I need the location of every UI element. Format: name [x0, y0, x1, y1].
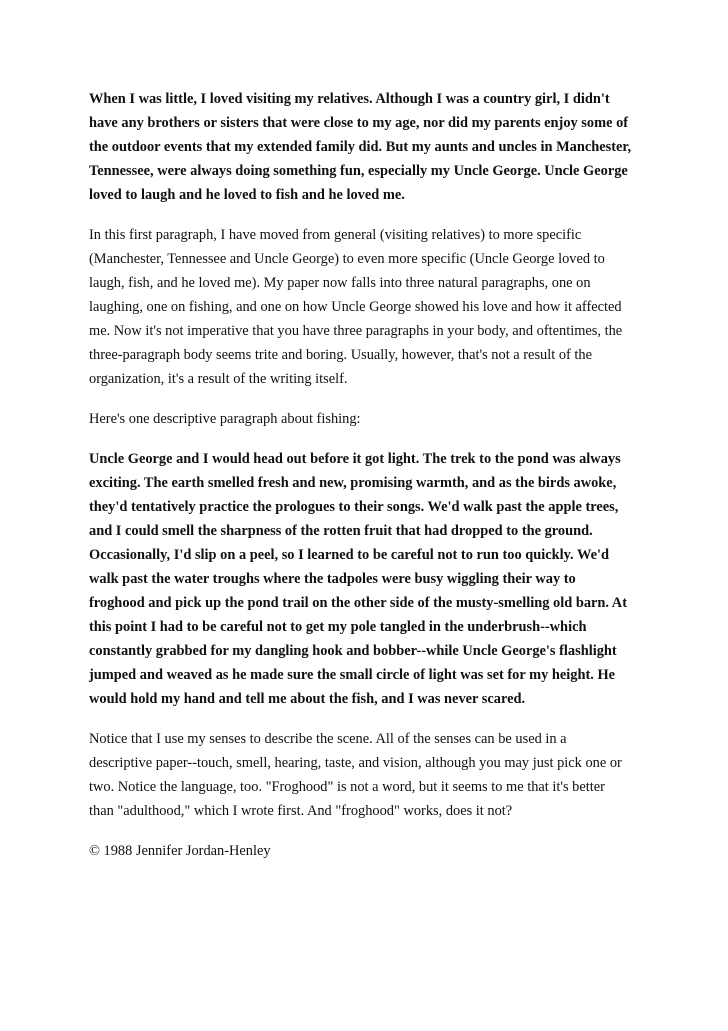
text-line: two. Notice the language, too. "Froghood" is not a word, but it seems to me that it's better: [89, 779, 605, 795]
commentary-paragraph: [89, 223, 641, 391]
transition-paragraph: [89, 407, 641, 431]
text-line: constantly grabbed for my dangling hook and bobber--while Uncle George's flashlight: [89, 643, 617, 659]
text-line: than "adulthood," which I wrote first. And "froghood" works, does it not?: [89, 803, 513, 819]
text-line: have any brothers or sisters that were close to my age, nor did my parents enjoy some of: [89, 115, 629, 131]
text-line: laughing, one on fishing, and one on how Uncle George showed his love and how it affected: [89, 299, 622, 315]
copyright-notice: [89, 839, 641, 863]
text-line: would hold my hand and tell me about the fish, and I was never scared.: [89, 691, 526, 707]
fishing-paragraph: [89, 447, 641, 711]
text-line: (Manchester, Tennessee and Uncle George) to even more specific (Uncle George loved to: [89, 251, 605, 267]
text-line: froghood and pick up the pond trail on the other side of the musty-smelling old barn. At: [89, 595, 627, 611]
text-line: Occasionally, I'd slip on a peel, so I learned to be careful not to run too quickly. We'd: [89, 547, 609, 563]
text-line: jumped and weaved as he made sure the small circle of light was set for my height. He: [89, 667, 616, 683]
text-line: they'd tentatively practice the prologues to their songs. We'd walk past the apple trees,: [89, 499, 619, 515]
text-line: Uncle George and I would head out before it got light. The trek to the pond was always: [89, 451, 621, 467]
text-line: organization, it's a result of the writing itself.: [89, 371, 348, 387]
text-line: and I could smell the sharpness of the rotten fruit that had dropped to the ground.: [89, 523, 593, 539]
text-line: When I was little, I loved visiting my relatives. Although I was a country girl, I didn't: [89, 91, 610, 107]
text-line: walk past the water troughs where the tadpoles were busy wiggling their way to: [89, 571, 576, 587]
text-line: the outdoor events that my extended family did. But my aunts and uncles in Manchester,: [89, 139, 632, 155]
text-line: Notice that I use my senses to describe the scene. All of the senses can be used in a: [89, 731, 567, 747]
text-line: laugh, fish, and he loved me). My paper now falls into three natural paragraphs, one on: [89, 275, 591, 291]
text-line: Tennessee, were always doing something fun, especially my Uncle George. Uncle George: [89, 163, 628, 179]
text-line: this point I had to be careful not to get my pole tangled in the underbrush--which: [89, 619, 587, 635]
text-line: three-paragraph body seems trite and boring. Usually, however, that's not a result of the: [89, 347, 593, 363]
text-line: Here's one descriptive paragraph about fishing:: [89, 411, 361, 427]
text-line: me. Now it's not imperative that you have three paragraphs in your body, and oftentimes, the: [89, 323, 623, 339]
intro-paragraph: [89, 87, 641, 207]
document-body: [89, 87, 641, 879]
text-line: © 1988 Jennifer Jordan-Henley: [89, 843, 271, 859]
senses-paragraph: [89, 727, 641, 823]
text-line: exciting. The earth smelled fresh and new, promising warmth, and as the birds awoke,: [89, 475, 617, 491]
text-line: descriptive paper--touch, smell, hearing, taste, and vision, although you may just pick one or: [89, 755, 622, 771]
text-line: loved to laugh and he loved to fish and he loved me.: [89, 187, 405, 203]
text-line: In this first paragraph, I have moved from general (visiting relatives) to more specific: [89, 227, 582, 243]
